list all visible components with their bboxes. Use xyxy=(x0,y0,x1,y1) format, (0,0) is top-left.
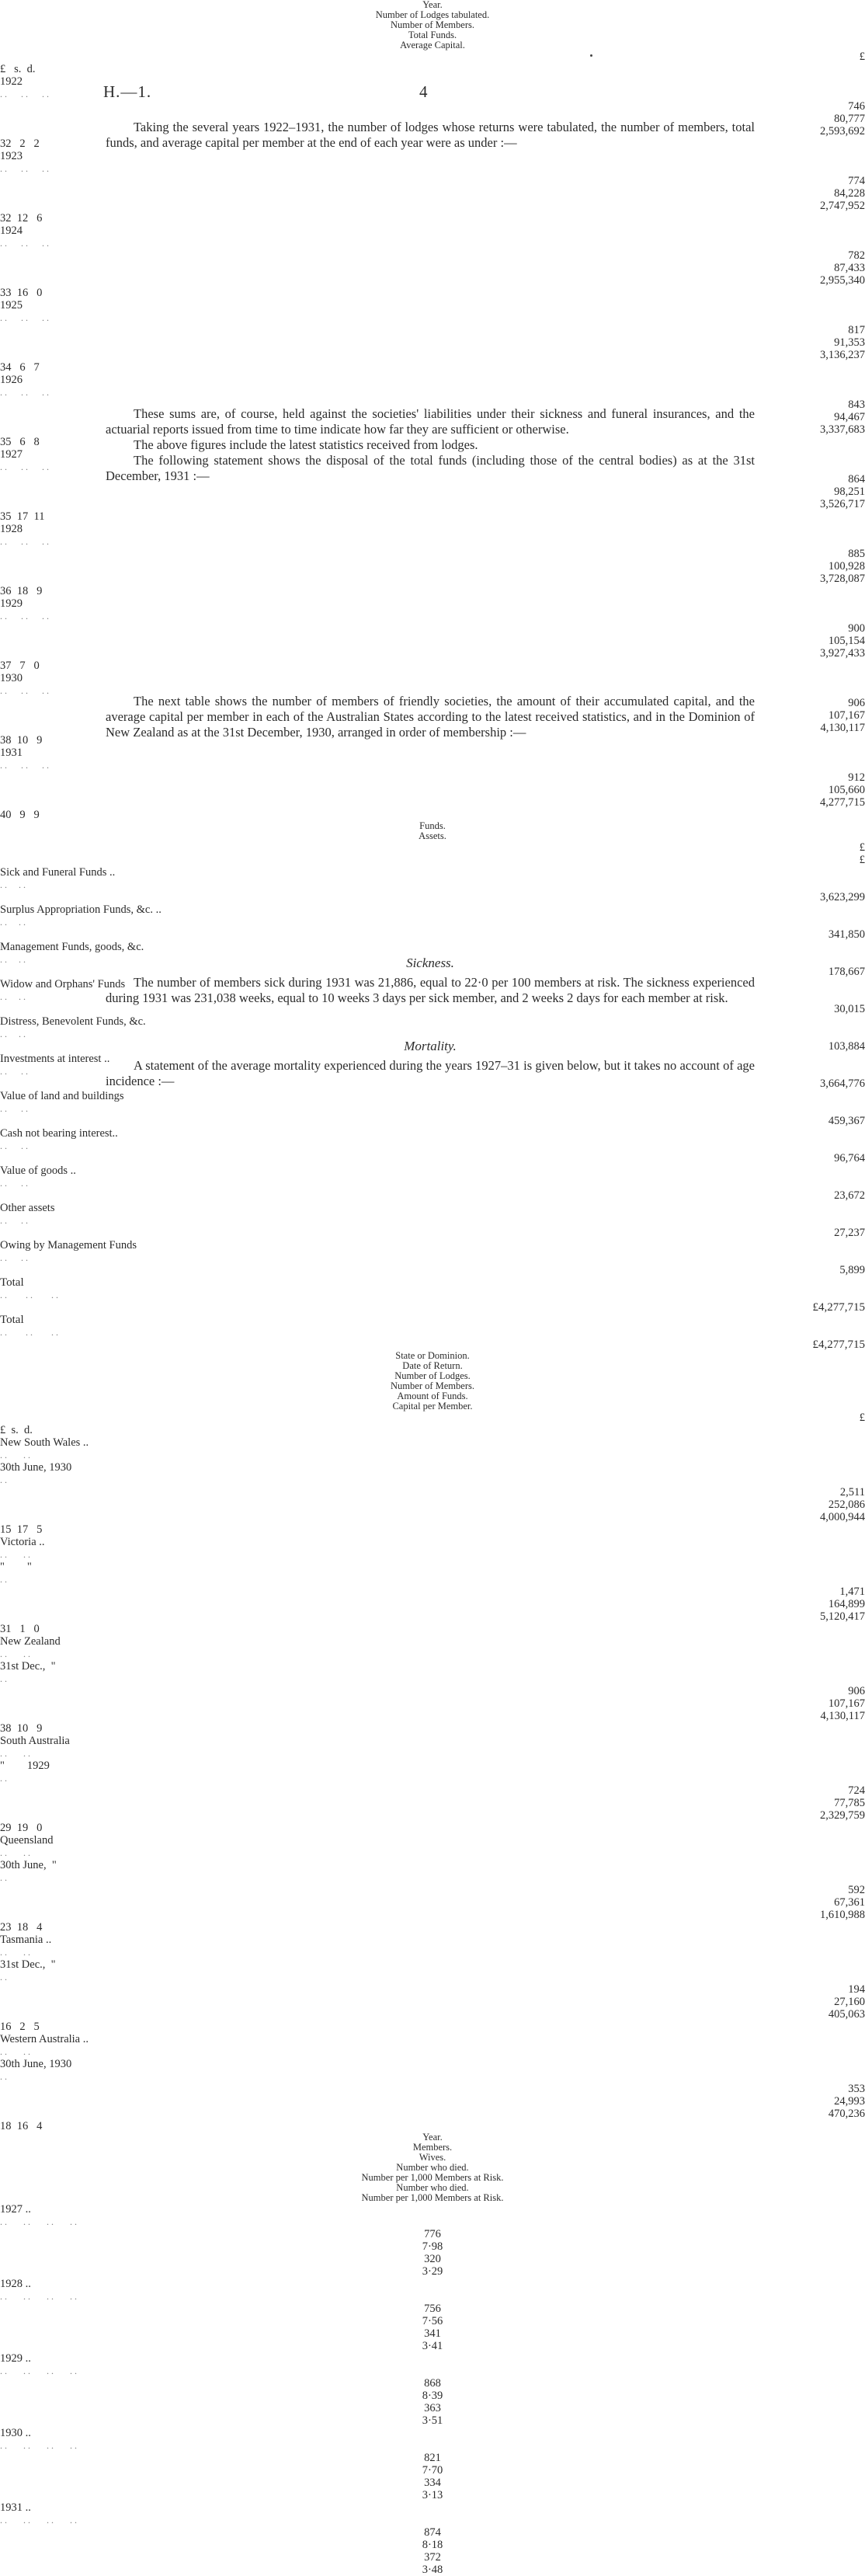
lodges-cell: 864 xyxy=(848,473,865,486)
header-members-label: Number of Members. xyxy=(391,1380,474,1391)
mortality-paragraph: A statement of the average mortality experienced during the years 1927–31 is given below, but it takes no account of age incidence :— xyxy=(106,1058,755,1088)
state-cell: South Australia xyxy=(0,1735,70,1747)
leader-dots: . . . . xyxy=(0,1847,30,1858)
year-cell: 1930 .. xyxy=(0,2427,31,2439)
leader-dots: . . . . xyxy=(0,879,26,890)
header-wives-label: Wives. xyxy=(419,2152,446,2163)
lodges-cell: 900 xyxy=(848,622,865,635)
capital-cell: 37 7 0 xyxy=(0,660,40,672)
year-cell: 1926 xyxy=(0,374,23,386)
funds-unit: £ xyxy=(859,1412,865,1424)
year-cell: 1929 .. xyxy=(0,2352,31,2365)
leader-dots: . . . . xyxy=(0,1252,28,1263)
para-statement: The following statement shows the disposal of the total funds (including those of the central bodies) as at the 31st December, 1931 :— xyxy=(106,453,755,483)
leader-dots: . . xyxy=(0,1872,7,1883)
capital-cell: 35 6 8 xyxy=(0,436,40,448)
leader-dots: . . . . . . xyxy=(0,461,49,472)
funds-cell: 5,120,417 xyxy=(820,1610,865,1623)
capital-cell: 33 16 0 xyxy=(0,287,43,299)
para-figures: The above figures include the latest statistics received from lodges. xyxy=(134,437,478,452)
year-cell: 1928 .. xyxy=(0,2278,31,2290)
state-cell: Victoria .. xyxy=(0,1536,45,1548)
capital-cell: 36 18 9 xyxy=(0,585,43,597)
fund-value: 341,850 xyxy=(828,928,865,941)
members-rate-cell: 8·18 xyxy=(422,2539,443,2551)
members-rate-cell: 7·70 xyxy=(422,2464,443,2477)
leader-dots: . . . . . . . . xyxy=(0,2440,77,2451)
date-cell: 31st Dec., " xyxy=(0,1958,56,1971)
members-cell: 252,086 xyxy=(828,1499,865,1511)
fund-value: 103,884 xyxy=(828,1040,865,1053)
funds-cell: 2,593,692 xyxy=(820,125,865,138)
asset-value: 3,664,776 xyxy=(820,1077,865,1090)
capital-cell: 32 12 6 xyxy=(0,212,43,225)
members-cell: 105,660 xyxy=(828,784,865,796)
lodges-cell: 2,511 xyxy=(839,1486,865,1499)
funds-total-label: Total xyxy=(0,1276,24,1289)
leader-dots: . . . . xyxy=(0,1178,28,1189)
state-cell: New South Wales .. xyxy=(0,1436,89,1449)
members-cell: 84,228 xyxy=(834,187,865,200)
asset-label: Owing by Management Funds xyxy=(0,1239,137,1251)
members-died-cell: 874 xyxy=(424,2526,441,2539)
funds-cell: 470,236 xyxy=(828,2108,865,2120)
date-cell: " " xyxy=(0,1561,32,1573)
year-cell: 1927 .. xyxy=(0,2203,31,2216)
capital-cell: 32 2 2 xyxy=(0,138,40,150)
leader-dots: . . . . . . xyxy=(0,685,49,696)
members-died-cell: 821 xyxy=(424,2452,441,2464)
leader-dots: . . . . xyxy=(0,1450,30,1460)
lodges-cell: 774 xyxy=(848,175,865,187)
header-wives-died-label: Number who died. xyxy=(396,2182,469,2193)
leader-dots: . . . . xyxy=(0,1748,30,1759)
funds-cell: 3,728,087 xyxy=(820,573,865,585)
members-cell: 67,361 xyxy=(834,1896,865,1909)
leader-dots: . . . . xyxy=(0,1066,28,1077)
funds-cell: 1,610,988 xyxy=(820,1909,865,1921)
header-members-label: Members. xyxy=(412,2142,453,2153)
header-capital xyxy=(0,1401,865,1412)
fund-label: Distress, Benevolent Funds, &c. xyxy=(0,1015,146,1028)
asset-value: 459,367 xyxy=(828,1115,865,1127)
header-members-rate xyxy=(0,2173,865,2183)
leader-dots: . . . . . . xyxy=(0,312,49,323)
year-cell: 1927 xyxy=(0,448,23,461)
funds-cell: 2,329,759 xyxy=(820,1809,865,1822)
members-cell: 100,928 xyxy=(828,560,865,573)
year-cell: 1923 xyxy=(0,150,23,162)
members-cell: 91,353 xyxy=(834,336,865,349)
funds-unit: £ xyxy=(859,841,865,854)
leader-dots: . . . . xyxy=(0,1103,28,1114)
year-cell: 1929 xyxy=(0,597,23,610)
leader-dots: . . . . xyxy=(0,1549,30,1560)
wives-died-cell: 341 xyxy=(424,2327,441,2340)
leader-dots: . . . . xyxy=(0,1947,30,1958)
year-cell: 1928 xyxy=(0,523,23,535)
leader-dots: . . . . . . . . xyxy=(0,2365,77,2376)
leader-dots: . . xyxy=(0,1474,7,1485)
members-rate-cell: 7·98 xyxy=(422,2240,443,2253)
fund-label: Sick and Funeral Funds .. xyxy=(0,866,116,879)
funds-cell: 2,955,340 xyxy=(820,274,865,287)
wives-died-cell: 320 xyxy=(424,2253,441,2265)
members-cell: 80,777 xyxy=(834,113,865,125)
members-cell: 105,154 xyxy=(828,635,865,647)
capital-unit: £ s. d. xyxy=(0,63,36,75)
capital-cell: 15 17 5 xyxy=(0,1523,43,1536)
assets-total-value: £4,277,715 xyxy=(812,1338,865,1351)
header-year xyxy=(0,2132,865,2143)
members-cell: 107,167 xyxy=(828,709,865,722)
members-cell: 77,785 xyxy=(834,1797,865,1809)
states-paragraph: The next table shows the number of members of friendly societies, the amount of their accumulated capital, and the average capital per member in each of the Australian States according to the latest received statistics, and in the Dominion of New Zealand as at the 31st December, 1930, arranged in order of membership :— xyxy=(106,694,755,740)
leader-dots: . . . . . . xyxy=(0,1327,58,1338)
header-date-label: Date of Return. xyxy=(402,1360,463,1371)
funds-cell: 4,000,944 xyxy=(820,1511,865,1523)
funds-cell: 4,130,117 xyxy=(820,1710,865,1722)
header-wives-rate xyxy=(0,2193,865,2203)
header-members-died xyxy=(0,2163,865,2173)
leader-dots: . . . . xyxy=(0,917,26,928)
lodges-cell: 906 xyxy=(848,697,865,709)
fund-value: 30,015 xyxy=(834,1003,865,1015)
wives-rate-cell: 3·29 xyxy=(422,2265,443,2278)
funds-cell: 3,337,683 xyxy=(820,423,865,436)
funds-cell: 2,747,952 xyxy=(820,200,865,212)
para-liabilities: These sums are, of course, held against the societies' liabilities under their sickness and funeral insurances, and the actuarial reports issued from time to time indicate how far they are sufficient or otherwise. xyxy=(106,406,755,437)
header-assets xyxy=(0,831,865,841)
fund-value: 178,667 xyxy=(828,966,865,978)
wives-rate-cell: 3·51 xyxy=(422,2414,443,2427)
members-cell: 24,993 xyxy=(834,2095,865,2108)
leader-dots: . . . . . . xyxy=(0,163,49,174)
date-cell: 30th June, " xyxy=(0,1859,57,1871)
leader-dots: . . . . xyxy=(0,954,26,965)
asset-value: 27,237 xyxy=(834,1227,865,1239)
date-cell: " 1929 xyxy=(0,1760,50,1772)
year-cell: 1930 xyxy=(0,672,23,684)
lodges-cell: 1,471 xyxy=(839,1586,865,1598)
year-cell: 1931 .. xyxy=(0,2501,31,2514)
header-year-label: Year. xyxy=(422,2132,443,2143)
fund-label: Widow and Orphans' Funds xyxy=(0,978,126,990)
leader-dots: . . . . . . . . xyxy=(0,2515,77,2526)
members-died-cell: 756 xyxy=(424,2303,441,2315)
members-cell: 87,433 xyxy=(834,262,865,274)
header-members-rate-label: Number per 1,000 Members at Risk. xyxy=(361,2172,504,2183)
year-cell: 1925 xyxy=(0,299,23,312)
header-state-label: State or Dominion. xyxy=(395,1350,470,1361)
lodges-cell: 906 xyxy=(848,1685,865,1697)
capital-cell: 38 10 9 xyxy=(0,1722,43,1735)
date-cell: 30th June, 1930 xyxy=(0,1461,72,1474)
header-amount-label: Amount of Funds. xyxy=(397,1391,468,1401)
header-assets-label: Assets. xyxy=(419,830,446,841)
fund-label: Surplus Appropriation Funds, &c. .. xyxy=(0,903,162,916)
funds-cell: 3,526,717 xyxy=(820,498,865,510)
header-funds-label: Funds. xyxy=(419,820,446,831)
sickness-paragraph: The number of members sick during 1931 was 21,886, equal to 22·0 per 100 members at risk. The sickness experienced during 1931 was 231,038 weeks, equal to 10 weeks 3 days per sick member, and 2 weeks 2 days for each member at risk. xyxy=(106,975,755,1005)
state-cell: Western Australia .. xyxy=(0,2033,89,2045)
lodges-cell: 782 xyxy=(848,249,865,262)
asset-value: 96,764 xyxy=(834,1152,865,1164)
lodges-cell: 885 xyxy=(848,548,865,560)
members-cell: 27,160 xyxy=(834,1996,865,2008)
header-wives xyxy=(0,2153,865,2163)
capital-unit: £ s. d. xyxy=(0,1424,33,1436)
header-capital-label: Average Capital. xyxy=(400,40,465,50)
members-cell: 107,167 xyxy=(828,1697,865,1710)
page-number: 4 xyxy=(419,82,428,101)
asset-label: Other assets xyxy=(0,1202,55,1214)
capital-cell: 31 1 0 xyxy=(0,1623,40,1635)
header-lodges-label: Number of Lodges. xyxy=(394,1370,471,1381)
members-rate-cell: 8·39 xyxy=(422,2390,443,2402)
header-members xyxy=(0,2143,865,2153)
leader-dots: . . . . . . xyxy=(0,238,49,249)
state-cell: Tasmania .. xyxy=(0,1934,52,1946)
members-died-cell: 868 xyxy=(424,2377,441,2390)
leader-dots: . . xyxy=(0,1673,7,1684)
funds-cell: 4,130,117 xyxy=(820,722,865,734)
capital-cell: 18 16 4 xyxy=(0,2120,43,2132)
header-wives-died xyxy=(0,2183,865,2193)
leader-dots: . . . . xyxy=(0,1648,30,1659)
leader-dots: . . . . . . xyxy=(0,1290,58,1300)
leader-dots: . . xyxy=(0,2071,7,2082)
lodges-cell: 746 xyxy=(848,100,865,113)
leader-dots: . . xyxy=(0,1574,7,1585)
page-reference: H.—1. xyxy=(103,82,152,101)
header-capital-label: Capital per Member. xyxy=(392,1401,473,1412)
leader-dots: . . xyxy=(0,1773,7,1784)
header-members-label: Number of Members. xyxy=(391,19,474,30)
leader-dots: . . . . . . xyxy=(0,611,49,621)
capital-cell: 35 17 11 xyxy=(0,510,45,523)
wives-rate-cell: 3·48 xyxy=(422,2564,443,2576)
year-cell: 1931 xyxy=(0,747,23,759)
leader-dots: . . . . . . xyxy=(0,760,49,771)
header-capital xyxy=(0,40,865,50)
members-died-cell: 776 xyxy=(424,2228,441,2240)
funds-cell: 405,063 xyxy=(828,2008,865,2021)
leader-dots: . . . . . . . . xyxy=(0,2291,77,2302)
lodges-cell: 843 xyxy=(848,399,865,411)
leader-dots: . . . . xyxy=(0,991,26,1002)
funds-cell: 3,136,237 xyxy=(820,349,865,361)
header-members-died-label: Number who died. xyxy=(396,2162,469,2173)
leader-dots: . . . . xyxy=(0,2046,30,2057)
wives-died-cell: 334 xyxy=(424,2477,441,2489)
members-cell: 164,899 xyxy=(828,1598,865,1610)
asset-label: Value of land and buildings xyxy=(0,1090,124,1102)
funds-cell: 4,277,715 xyxy=(820,796,865,809)
leader-dots: . . . . . . xyxy=(0,387,49,398)
capital-cell: 29 19 0 xyxy=(0,1822,43,1834)
intro-paragraph: Taking the several years 1922–1931, the number of lodges whose returns were tabulated, the number of members, total funds, and average capital per member at the end of each year were as under :— xyxy=(106,120,755,150)
header-year-label: Year. xyxy=(422,0,443,10)
wives-died-cell: 363 xyxy=(424,2402,441,2414)
lodges-cell: 353 xyxy=(848,2083,865,2095)
header-funds-label: Total Funds. xyxy=(408,30,457,40)
asset-label: Investments at interest .. xyxy=(0,1053,110,1065)
lodges-cell: 724 xyxy=(848,1784,865,1797)
members-cell: 94,467 xyxy=(834,411,865,423)
asset-value: 23,672 xyxy=(834,1189,865,1202)
assets-total-label: Total xyxy=(0,1314,24,1326)
state-cell: New Zealand xyxy=(0,1635,61,1648)
leader-dots: . . . . . . xyxy=(0,536,49,547)
assets-unit: £ xyxy=(859,854,865,866)
year-cell: 1922 xyxy=(0,75,23,88)
asset-label: Cash not bearing interest.. xyxy=(0,1127,118,1140)
header-lodges-label: Number of Lodges tabulated. xyxy=(375,9,490,20)
wives-died-cell: 372 xyxy=(424,2551,441,2564)
lodges-cell: 592 xyxy=(848,1884,865,1896)
lodges-cell: 817 xyxy=(848,324,865,336)
members-rate-cell: 7·56 xyxy=(422,2315,443,2327)
asset-value: 5,899 xyxy=(839,1264,865,1276)
capital-cell: 40 9 9 xyxy=(0,809,40,821)
date-cell: 31st Dec., " xyxy=(0,1660,56,1673)
asset-label: Value of goods .. xyxy=(0,1164,76,1177)
capital-cell: 34 6 7 xyxy=(0,361,40,374)
leader-dots: . . . . xyxy=(0,1140,28,1151)
capital-cell: 16 2 5 xyxy=(0,2021,40,2033)
mortality-heading: Mortality. xyxy=(404,1039,457,1053)
members-cell: 98,251 xyxy=(834,486,865,498)
leader-dots: . . . . . . xyxy=(0,89,49,99)
lodges-cell: 912 xyxy=(848,771,865,784)
leader-dots: . . . . xyxy=(0,1215,28,1226)
funds-paragraphs xyxy=(106,406,755,484)
leader-dots: . . . . . . . . xyxy=(0,2216,77,2227)
speck xyxy=(590,54,592,57)
funds-total-value: £4,277,715 xyxy=(812,1301,865,1314)
wives-rate-cell: 3·41 xyxy=(422,2340,443,2352)
fund-value: 3,623,299 xyxy=(820,891,865,903)
state-cell: Queensland xyxy=(0,1834,54,1847)
year-cell: 1924 xyxy=(0,225,23,237)
leader-dots: . . . . xyxy=(0,1029,26,1039)
funds-unit: £ xyxy=(859,50,865,63)
funds-cell: 3,927,433 xyxy=(820,647,865,660)
capital-cell: 23 18 4 xyxy=(0,1921,43,1934)
date-cell: 30th June, 1930 xyxy=(0,2058,72,2070)
wives-rate-cell: 3·13 xyxy=(422,2489,443,2501)
lodges-cell: 194 xyxy=(848,1983,865,1996)
sickness-heading: Sickness. xyxy=(406,956,454,970)
fund-label: Management Funds, goods, &c. xyxy=(0,941,144,953)
capital-cell: 38 10 9 xyxy=(0,734,43,747)
header-wives-rate-label: Number per 1,000 Members at Risk. xyxy=(361,2192,504,2203)
leader-dots: . . xyxy=(0,1972,7,1982)
